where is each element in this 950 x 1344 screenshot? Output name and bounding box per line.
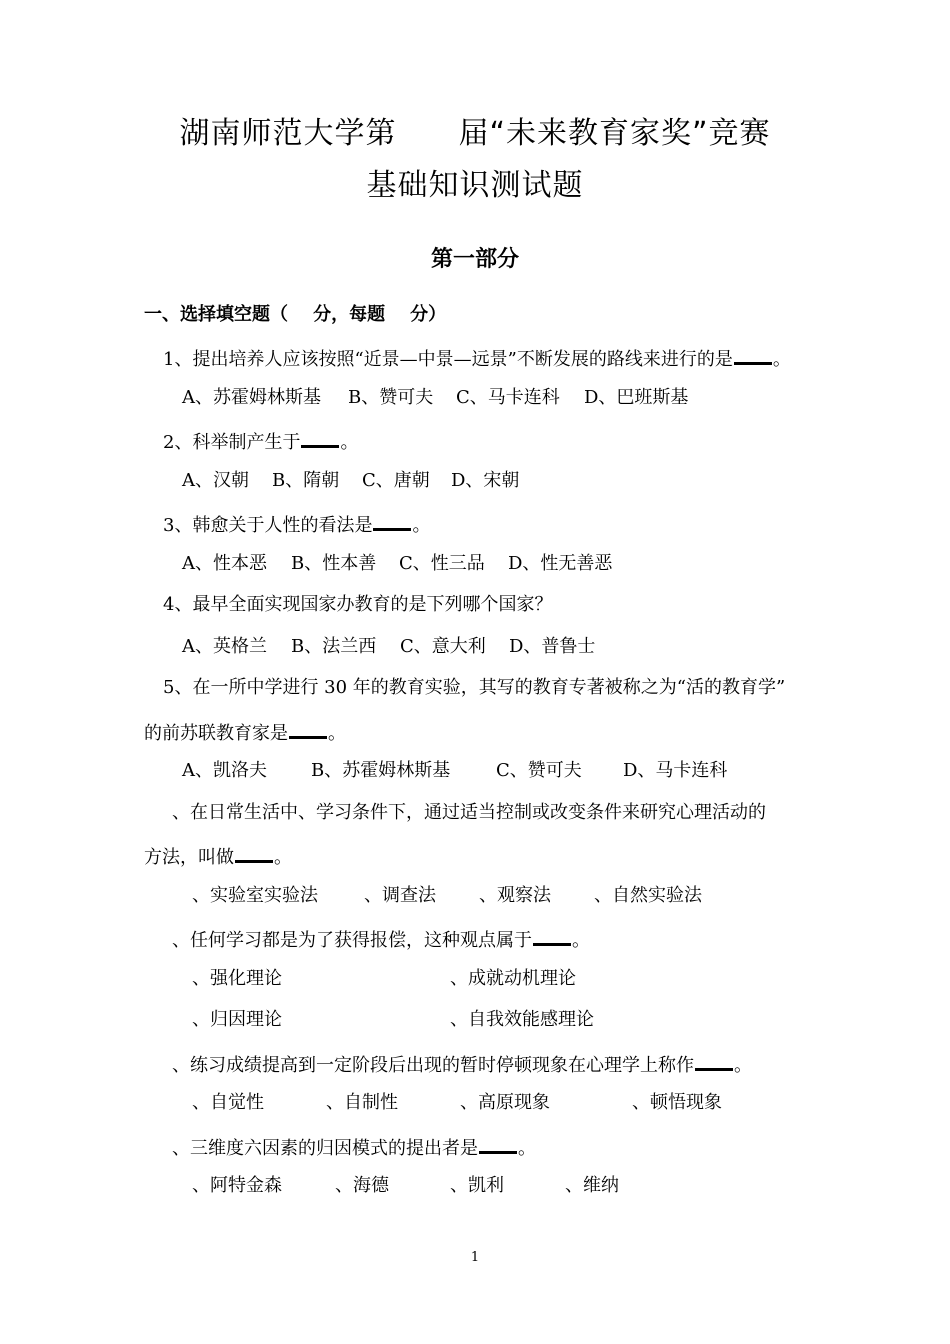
question-8-text: 、练习成绩提高到一定阶段后出现的暂时停顿现象在心理学上称作: [172, 1055, 694, 1076]
option-d: D、巴班斯基: [584, 387, 689, 408]
question-7-text: 、任何学习都是为了获得报偿，这种观点属于: [172, 930, 532, 951]
question-3-text: 3、韩愈关于人性的看法是: [163, 515, 373, 536]
question-1-text: 1、提出培养人应该按照“近景—中景—远景”不断发展的路线来进行的是: [163, 349, 733, 370]
option-b: 、海德: [335, 1175, 389, 1196]
question-4-stem: 4、最早全面实现国家办教育的是下列哪个国家？: [163, 594, 553, 615]
question-9-options: [192, 1174, 619, 1198]
option-d: 、顿悟现象: [632, 1092, 722, 1113]
option-a: A、英格兰: [182, 636, 267, 657]
answer-blank: [695, 1050, 733, 1071]
answer-blank: [734, 344, 772, 365]
option-a: A、苏霍姆林斯基: [182, 387, 321, 408]
option-b: B、赞可夫: [348, 387, 434, 408]
option-d: 、自然实验法: [594, 885, 702, 906]
option-c: C、赞可夫: [496, 760, 582, 781]
option-c: 、高原现象: [460, 1092, 550, 1113]
question-8-end: 。: [734, 1055, 752, 1076]
question-5-stem-cont: [144, 718, 346, 746]
option-d: D、宋朝: [451, 470, 520, 491]
document-title: [0, 108, 950, 152]
option-b: 、调查法: [364, 885, 436, 906]
option-a: A、汉朝: [182, 470, 249, 491]
option-d: D、性无善恶: [508, 553, 613, 574]
option-c: C、性三品: [399, 553, 485, 574]
option-c: 、观察法: [479, 885, 551, 906]
answer-blank: [533, 925, 571, 946]
option-d: D、马卡连科: [623, 760, 728, 781]
answer-blank: [301, 427, 339, 448]
question-5-end: 。: [328, 723, 346, 744]
part-heading: 第一部分: [430, 247, 519, 272]
question-6-end: 。: [274, 847, 292, 868]
question-1-stem: [163, 344, 791, 372]
option-c: C、意大利: [400, 636, 486, 657]
answer-blank: [373, 510, 411, 531]
question-6-options: [192, 884, 702, 908]
question-3-stem: [163, 510, 430, 538]
option-a: 、强化理论: [192, 968, 282, 989]
option-b: B、法兰西: [291, 636, 377, 657]
option-a: A、性本恶: [182, 553, 267, 574]
answer-blank: [235, 842, 273, 863]
question-6-text: 方法，叫做: [144, 847, 234, 868]
question-7-options-row1: [192, 967, 576, 991]
question-3-end: 。: [412, 515, 431, 536]
option-a: A、凯洛夫: [182, 760, 267, 781]
question-2-stem: [163, 427, 358, 455]
question-8-stem: [172, 1050, 752, 1078]
answer-blank: [479, 1133, 517, 1154]
question-7-options-row2: [192, 1008, 594, 1032]
question-7-stem: [172, 925, 590, 953]
option-a: 、实验室实验法: [192, 885, 318, 906]
option-c: 、归因理论: [192, 1009, 282, 1030]
question-2-options: [182, 469, 519, 493]
option-b: B、苏霍姆林斯基: [311, 760, 451, 781]
question-1-options: [182, 386, 688, 410]
question-2-text: 2、科举制产生于: [163, 432, 301, 453]
question-2-end: 。: [340, 432, 359, 453]
option-c: C、马卡连科: [456, 387, 560, 408]
option-a: 、自觉性: [192, 1092, 264, 1113]
option-d: 、自我效能感理论: [450, 1009, 594, 1030]
option-b: B、隋朝: [272, 470, 340, 491]
title-part2: 届“未来教育家奖”竞赛: [458, 116, 771, 151]
question-5-stem: 5、在一所中学进行 30 年的教育实验，其写的教育专著被称之为“活的教育学”: [163, 677, 786, 698]
question-6-stem: 、在日常生活中、学习条件下，通过适当控制或改变条件来研究心理活动的: [172, 802, 766, 823]
question-3-options: [182, 552, 612, 576]
page-number: 1: [470, 1250, 480, 1265]
question-5-text: 的前苏联教育家是: [144, 723, 288, 744]
option-a: 、阿特金森: [192, 1175, 282, 1196]
option-d: 、维纳: [565, 1175, 619, 1196]
question-9-end: 。: [518, 1138, 536, 1159]
option-c: C、唐朝: [362, 470, 430, 491]
option-b: 、自制性: [326, 1092, 398, 1113]
question-1-end: 。: [772, 349, 791, 370]
section-heading: 一、选择填空题（ 分，每题 分）: [144, 304, 447, 325]
option-b: B、性本善: [291, 553, 377, 574]
question-9-stem: [172, 1133, 536, 1161]
question-9-text: 、三维度六因素的归因模式的提出者是: [172, 1138, 478, 1159]
question-6-stem-cont: [144, 842, 292, 870]
question-4-options: [182, 635, 595, 659]
answer-blank: [289, 718, 327, 739]
question-8-options: [192, 1091, 722, 1115]
document-subtitle: 基础知识测试题: [366, 168, 584, 203]
option-d: D、普鲁士: [509, 636, 596, 657]
question-5-options: [182, 759, 727, 783]
question-7-end: 。: [572, 930, 590, 951]
option-c: 、凯利: [450, 1175, 504, 1196]
option-b: 、成就动机理论: [450, 968, 576, 989]
title-part1: 湖南师范大学第: [179, 116, 397, 151]
